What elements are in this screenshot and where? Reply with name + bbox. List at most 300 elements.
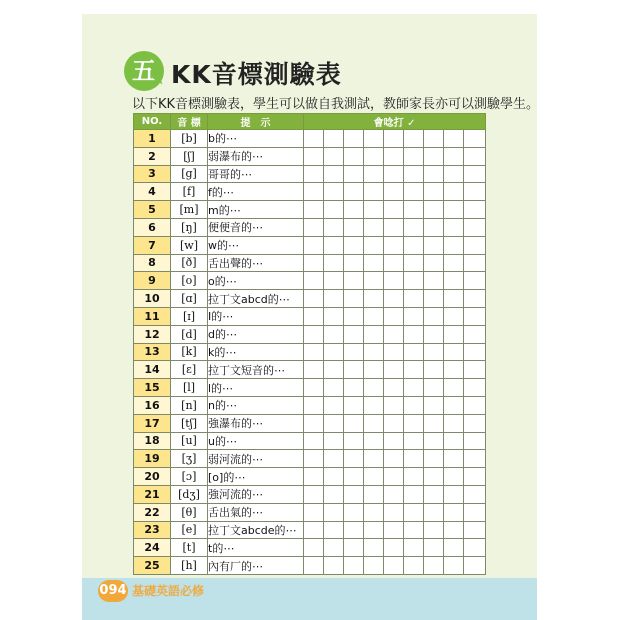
check-cell[interactable] <box>464 183 486 201</box>
check-cell[interactable] <box>404 361 424 379</box>
check-cell[interactable] <box>444 432 464 450</box>
check-cell[interactable] <box>304 485 324 503</box>
row-number: 10 <box>134 290 171 308</box>
check-cell[interactable] <box>364 503 384 521</box>
top-margin <box>0 0 620 14</box>
check-cell[interactable] <box>424 450 444 468</box>
check-cell[interactable] <box>404 201 424 219</box>
section-badge: 五 <box>124 51 164 91</box>
check-cell[interactable] <box>344 325 364 343</box>
check-cell[interactable] <box>324 343 344 361</box>
check-cell[interactable] <box>464 414 486 432</box>
check-cell[interactable] <box>404 147 424 165</box>
check-cell[interactable] <box>364 254 384 272</box>
check-cell[interactable] <box>304 539 324 557</box>
table-row <box>134 325 486 343</box>
check-cell[interactable] <box>464 218 486 236</box>
check-cell[interactable] <box>444 218 464 236</box>
check-cell[interactable] <box>464 272 486 290</box>
check-cell[interactable] <box>304 165 324 183</box>
pronunciation-hint: I的⋯ <box>208 307 304 325</box>
check-cell[interactable] <box>344 539 364 557</box>
check-cell[interactable] <box>464 557 486 575</box>
check-cell[interactable] <box>344 147 364 165</box>
check-cell[interactable] <box>364 147 384 165</box>
check-cell[interactable] <box>464 379 486 397</box>
check-cell[interactable] <box>364 557 384 575</box>
book-title: 基礎英語必修 <box>132 584 205 598</box>
check-cell[interactable] <box>304 343 324 361</box>
check-cell[interactable] <box>364 432 384 450</box>
row-number: 23 <box>134 521 171 539</box>
row-number: 7 <box>134 236 171 254</box>
check-cell[interactable] <box>444 396 464 414</box>
check-cell[interactable] <box>424 236 444 254</box>
check-cell[interactable] <box>384 165 404 183</box>
row-number: 17 <box>134 414 171 432</box>
check-cell[interactable] <box>404 343 424 361</box>
check-cell[interactable] <box>444 379 464 397</box>
check-cell[interactable] <box>404 307 424 325</box>
pronunciation-hint: 拉丁文abcde的⋯ <box>208 521 304 539</box>
pronunciation-hint: k的⋯ <box>208 343 304 361</box>
check-cell[interactable] <box>384 414 404 432</box>
check-cell[interactable] <box>364 183 384 201</box>
phonetic-symbol: [tʃ] <box>171 414 208 432</box>
check-cell[interactable] <box>304 414 324 432</box>
check-cell[interactable] <box>444 539 464 557</box>
row-number: 20 <box>134 468 171 486</box>
check-cell[interactable] <box>344 290 364 308</box>
check-cell[interactable] <box>404 432 424 450</box>
row-number: 14 <box>134 361 171 379</box>
check-cell[interactable] <box>404 521 424 539</box>
table-row <box>134 557 486 575</box>
table-row <box>134 201 486 219</box>
check-cell[interactable] <box>444 485 464 503</box>
pronunciation-hint: [o]的⋯ <box>208 468 304 486</box>
check-cell[interactable] <box>384 147 404 165</box>
check-cell[interactable] <box>464 147 486 165</box>
check-cell[interactable] <box>464 201 486 219</box>
pronunciation-hint: 拉丁文短音的⋯ <box>208 361 304 379</box>
check-cell[interactable] <box>384 130 404 148</box>
check-cell[interactable] <box>404 450 424 468</box>
row-number: 11 <box>134 307 171 325</box>
check-cell[interactable] <box>424 272 444 290</box>
check-cell[interactable] <box>424 343 444 361</box>
check-cell[interactable] <box>424 539 444 557</box>
check-cell[interactable] <box>464 361 486 379</box>
check-cell[interactable] <box>424 183 444 201</box>
check-cell[interactable] <box>424 414 444 432</box>
check-cell[interactable] <box>344 307 364 325</box>
check-cell[interactable] <box>424 201 444 219</box>
check-cell[interactable] <box>364 485 384 503</box>
check-cell[interactable] <box>444 147 464 165</box>
check-cell[interactable] <box>384 521 404 539</box>
check-cell[interactable] <box>464 521 486 539</box>
check-cell[interactable] <box>464 432 486 450</box>
check-cell[interactable] <box>364 539 384 557</box>
check-cell[interactable] <box>304 307 324 325</box>
check-cell[interactable] <box>344 379 364 397</box>
phonetic-symbol: [ɪ] <box>171 307 208 325</box>
check-cell[interactable] <box>424 290 444 308</box>
check-cell[interactable] <box>404 165 424 183</box>
check-cell[interactable] <box>444 468 464 486</box>
check-cell[interactable] <box>424 165 444 183</box>
check-cell[interactable] <box>464 468 486 486</box>
check-cell[interactable] <box>324 165 344 183</box>
check-cell[interactable] <box>384 503 404 521</box>
check-cell[interactable] <box>304 183 324 201</box>
check-cell[interactable] <box>364 218 384 236</box>
check-cell[interactable] <box>384 343 404 361</box>
check-cell[interactable] <box>304 201 324 219</box>
check-cell[interactable] <box>364 307 384 325</box>
check-cell[interactable] <box>464 307 486 325</box>
check-cell[interactable] <box>424 307 444 325</box>
check-cell[interactable] <box>384 361 404 379</box>
phonetic-symbol: [m] <box>171 201 208 219</box>
check-cell[interactable] <box>424 432 444 450</box>
phonetic-symbol: [n] <box>171 396 208 414</box>
check-cell[interactable] <box>304 557 324 575</box>
check-cell[interactable] <box>444 254 464 272</box>
check-cell[interactable] <box>364 325 384 343</box>
phonetic-symbol: [ɔ] <box>171 468 208 486</box>
check-cell[interactable] <box>364 290 384 308</box>
check-cell[interactable] <box>384 539 404 557</box>
phonetic-symbol: [d] <box>171 325 208 343</box>
check-cell[interactable] <box>344 557 364 575</box>
check-cell[interactable] <box>444 557 464 575</box>
header-check: 會唸打 ✓ <box>304 114 486 130</box>
phonetic-symbol: [ʃ] <box>171 147 208 165</box>
check-cell[interactable] <box>444 165 464 183</box>
check-cell[interactable] <box>304 130 324 148</box>
check-cell[interactable] <box>324 325 344 343</box>
check-cell[interactable] <box>404 396 424 414</box>
check-cell[interactable] <box>344 343 364 361</box>
check-cell[interactable] <box>444 307 464 325</box>
check-cell[interactable] <box>364 236 384 254</box>
check-cell[interactable] <box>344 485 364 503</box>
check-cell[interactable] <box>404 130 424 148</box>
phonetic-symbol: [l] <box>171 379 208 397</box>
check-cell[interactable] <box>444 503 464 521</box>
row-number: 25 <box>134 557 171 575</box>
check-cell[interactable] <box>324 468 344 486</box>
check-cell[interactable] <box>324 432 344 450</box>
check-cell[interactable] <box>364 396 384 414</box>
table-row <box>134 165 486 183</box>
check-cell[interactable] <box>324 539 344 557</box>
check-cell[interactable] <box>364 361 384 379</box>
phonetic-symbol: [w] <box>171 236 208 254</box>
table-row <box>134 236 486 254</box>
pronunciation-hint: 舌出氣的⋯ <box>208 503 304 521</box>
check-cell[interactable] <box>444 521 464 539</box>
check-cell[interactable] <box>464 396 486 414</box>
check-cell[interactable] <box>424 485 444 503</box>
check-cell[interactable] <box>384 236 404 254</box>
check-cell[interactable] <box>324 254 344 272</box>
check-cell[interactable] <box>344 414 364 432</box>
check-cell[interactable] <box>404 379 424 397</box>
check-cell[interactable] <box>344 396 364 414</box>
check-cell[interactable] <box>324 503 344 521</box>
check-cell[interactable] <box>404 503 424 521</box>
check-cell[interactable] <box>384 485 404 503</box>
check-cell[interactable] <box>324 307 344 325</box>
row-number: 12 <box>134 325 171 343</box>
check-cell[interactable] <box>424 254 444 272</box>
table-row <box>134 539 486 557</box>
check-cell[interactable] <box>424 379 444 397</box>
check-cell[interactable] <box>364 165 384 183</box>
check-cell[interactable] <box>444 414 464 432</box>
pronunciation-hint: b的⋯ <box>208 130 304 148</box>
check-cell[interactable] <box>304 147 324 165</box>
check-cell[interactable] <box>324 218 344 236</box>
check-cell[interactable] <box>344 254 364 272</box>
row-number: 4 <box>134 183 171 201</box>
table-row <box>134 503 486 521</box>
check-cell[interactable] <box>424 147 444 165</box>
check-cell[interactable] <box>404 539 424 557</box>
check-cell[interactable] <box>384 272 404 290</box>
page-number: 094 <box>98 580 128 602</box>
pronunciation-hint: n的⋯ <box>208 396 304 414</box>
pronunciation-hint: d的⋯ <box>208 325 304 343</box>
check-cell[interactable] <box>444 343 464 361</box>
check-cell[interactable] <box>304 468 324 486</box>
check-cell[interactable] <box>384 218 404 236</box>
check-cell[interactable] <box>444 272 464 290</box>
check-cell[interactable] <box>464 343 486 361</box>
check-cell[interactable] <box>304 450 324 468</box>
pronunciation-hint: 強瀑布的⋯ <box>208 414 304 432</box>
check-cell[interactable] <box>364 343 384 361</box>
pronunciation-hint: o的⋯ <box>208 272 304 290</box>
row-number: 8 <box>134 254 171 272</box>
check-cell[interactable] <box>344 521 364 539</box>
check-cell[interactable] <box>444 361 464 379</box>
check-cell[interactable] <box>464 290 486 308</box>
check-cell[interactable] <box>384 290 404 308</box>
check-cell[interactable] <box>424 325 444 343</box>
check-cell[interactable] <box>404 272 424 290</box>
table-row <box>134 343 486 361</box>
phonetic-symbol: [t] <box>171 539 208 557</box>
check-cell[interactable] <box>344 361 364 379</box>
check-cell[interactable] <box>344 218 364 236</box>
check-cell[interactable] <box>444 201 464 219</box>
phonetic-symbol: [e] <box>171 521 208 539</box>
check-cell[interactable] <box>464 165 486 183</box>
pronunciation-hint: w的⋯ <box>208 236 304 254</box>
check-cell[interactable] <box>384 468 404 486</box>
check-cell[interactable] <box>324 361 344 379</box>
check-cell[interactable] <box>344 468 364 486</box>
check-cell[interactable] <box>384 396 404 414</box>
check-cell[interactable] <box>364 468 384 486</box>
check-cell[interactable] <box>424 468 444 486</box>
table-row <box>134 218 486 236</box>
check-cell[interactable] <box>304 325 324 343</box>
check-cell[interactable] <box>384 325 404 343</box>
check-cell[interactable] <box>364 450 384 468</box>
check-cell[interactable] <box>404 468 424 486</box>
check-cell[interactable] <box>424 361 444 379</box>
header-hint: 提 示 <box>208 114 304 130</box>
row-number: 21 <box>134 485 171 503</box>
check-cell[interactable] <box>444 450 464 468</box>
phonetic-symbol: [ŋ] <box>171 218 208 236</box>
check-cell[interactable] <box>324 183 344 201</box>
row-number: 22 <box>134 503 171 521</box>
check-cell[interactable] <box>324 485 344 503</box>
check-cell[interactable] <box>424 557 444 575</box>
check-cell[interactable] <box>404 236 424 254</box>
check-cell[interactable] <box>464 485 486 503</box>
check-cell[interactable] <box>464 450 486 468</box>
phonetic-symbol: [h] <box>171 557 208 575</box>
check-cell[interactable] <box>344 272 364 290</box>
check-cell[interactable] <box>364 201 384 219</box>
check-cell[interactable] <box>384 432 404 450</box>
pronunciation-hint: 拉丁文abcd的⋯ <box>208 290 304 308</box>
check-cell[interactable] <box>424 503 444 521</box>
check-cell[interactable] <box>324 130 344 148</box>
kk-test-table <box>133 113 486 575</box>
check-cell[interactable] <box>464 236 486 254</box>
check-cell[interactable] <box>304 290 324 308</box>
check-cell[interactable] <box>424 396 444 414</box>
check-cell[interactable] <box>384 557 404 575</box>
check-cell[interactable] <box>464 325 486 343</box>
check-cell[interactable] <box>344 432 364 450</box>
check-cell[interactable] <box>344 201 364 219</box>
table-row <box>134 272 486 290</box>
check-cell[interactable] <box>304 521 324 539</box>
section-title: KK音標測驗表 <box>171 60 342 89</box>
check-cell[interactable] <box>384 183 404 201</box>
check-cell[interactable] <box>304 396 324 414</box>
check-cell[interactable] <box>364 414 384 432</box>
row-number: 1 <box>134 130 171 148</box>
pronunciation-hint: 舌出聲的⋯ <box>208 254 304 272</box>
check-cell[interactable] <box>404 218 424 236</box>
check-cell[interactable] <box>344 236 364 254</box>
check-cell[interactable] <box>324 290 344 308</box>
row-number: 9 <box>134 272 171 290</box>
check-cell[interactable] <box>384 201 404 219</box>
check-cell[interactable] <box>364 272 384 290</box>
pronunciation-hint: 哥哥的⋯ <box>208 165 304 183</box>
check-cell[interactable] <box>464 539 486 557</box>
check-cell[interactable] <box>304 503 324 521</box>
check-cell[interactable] <box>364 130 384 148</box>
check-cell[interactable] <box>404 325 424 343</box>
check-cell[interactable] <box>344 130 364 148</box>
check-cell[interactable] <box>304 254 324 272</box>
check-cell[interactable] <box>324 414 344 432</box>
check-cell[interactable] <box>324 236 344 254</box>
check-cell[interactable] <box>444 325 464 343</box>
check-cell[interactable] <box>384 379 404 397</box>
table-row <box>134 361 486 379</box>
check-cell[interactable] <box>344 183 364 201</box>
check-cell[interactable] <box>424 130 444 148</box>
table-row <box>134 290 486 308</box>
check-cell[interactable] <box>444 290 464 308</box>
check-cell[interactable] <box>404 414 424 432</box>
row-number: 5 <box>134 201 171 219</box>
check-cell[interactable] <box>324 396 344 414</box>
check-cell[interactable] <box>324 201 344 219</box>
table-row <box>134 307 486 325</box>
check-cell[interactable] <box>304 432 324 450</box>
check-cell[interactable] <box>324 147 344 165</box>
check-cell[interactable] <box>304 236 324 254</box>
row-number: 19 <box>134 450 171 468</box>
intro-text: 以下KK音標測驗表，學生可以做自我測試，教師家長亦可以測驗學生。 <box>132 97 540 112</box>
check-cell[interactable] <box>324 521 344 539</box>
row-number: 3 <box>134 165 171 183</box>
phonetic-symbol: [g] <box>171 165 208 183</box>
check-cell[interactable] <box>304 272 324 290</box>
check-cell[interactable] <box>324 450 344 468</box>
check-cell[interactable] <box>344 503 364 521</box>
phonetic-symbol: [b] <box>171 130 208 148</box>
check-cell[interactable] <box>304 379 324 397</box>
check-cell[interactable] <box>344 450 364 468</box>
table-row <box>134 450 486 468</box>
row-number: 13 <box>134 343 171 361</box>
check-cell[interactable] <box>464 254 486 272</box>
phonetic-symbol: [ɑ] <box>171 290 208 308</box>
check-cell[interactable] <box>404 183 424 201</box>
check-cell[interactable] <box>304 361 324 379</box>
check-cell[interactable] <box>444 236 464 254</box>
check-cell[interactable] <box>304 218 324 236</box>
check-cell[interactable] <box>384 254 404 272</box>
check-cell[interactable] <box>404 557 424 575</box>
check-cell[interactable] <box>424 218 444 236</box>
header-no: NO. <box>134 114 171 130</box>
check-cell[interactable] <box>324 379 344 397</box>
table-row <box>134 396 486 414</box>
check-cell[interactable] <box>384 450 404 468</box>
check-cell[interactable] <box>444 183 464 201</box>
check-cell[interactable] <box>404 290 424 308</box>
check-cell[interactable] <box>384 307 404 325</box>
check-cell[interactable] <box>404 254 424 272</box>
check-cell[interactable] <box>444 130 464 148</box>
check-cell[interactable] <box>464 130 486 148</box>
check-cell[interactable] <box>324 557 344 575</box>
check-cell[interactable] <box>364 379 384 397</box>
check-cell[interactable] <box>344 165 364 183</box>
check-cell[interactable] <box>424 521 444 539</box>
check-cell[interactable] <box>324 272 344 290</box>
check-cell[interactable] <box>464 503 486 521</box>
check-cell[interactable] <box>404 485 424 503</box>
check-cell[interactable] <box>364 521 384 539</box>
